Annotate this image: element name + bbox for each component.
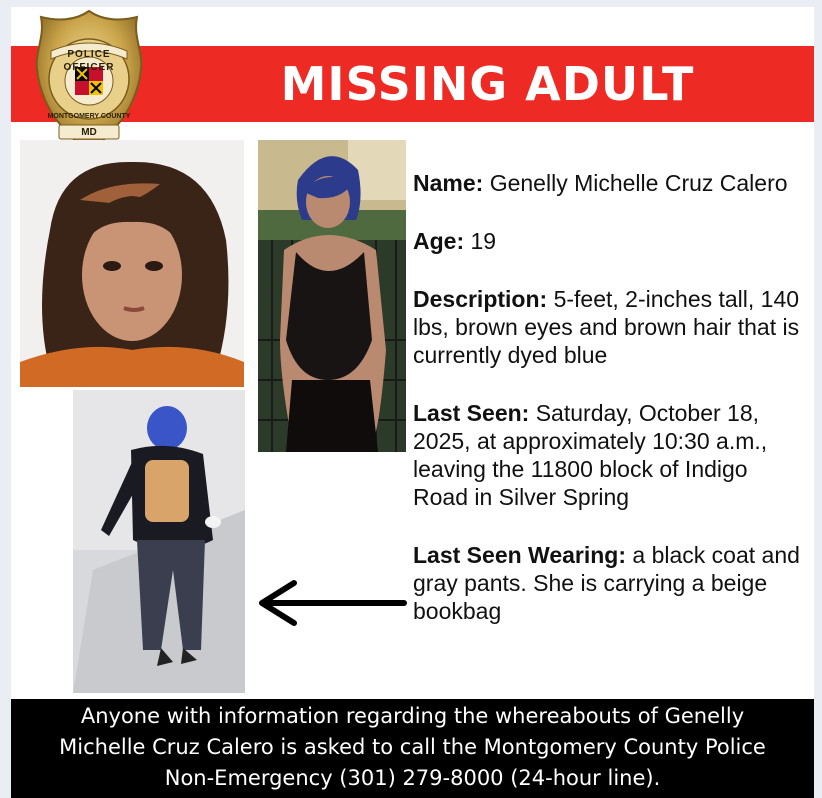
headshot-photo xyxy=(20,140,244,387)
contact-footer xyxy=(11,699,814,798)
last-seen-label: Last Seen: xyxy=(413,400,530,426)
footer-line-2: Michelle Cruz Calero is asked to call the Montgomery County Police xyxy=(59,735,766,759)
last-seen-wearing-field xyxy=(413,541,805,625)
missing-person-poster xyxy=(11,7,814,798)
missing-person-details xyxy=(413,169,805,655)
description-field xyxy=(413,285,805,369)
badge-top-text: POLICE xyxy=(67,49,111,60)
description-label: Description: xyxy=(413,286,548,312)
footer-line-3: Non-Emergency (301) 279-8000 (24-hour line). xyxy=(164,766,661,790)
last-seen-field xyxy=(413,399,805,511)
left-arrow-icon xyxy=(256,579,408,629)
full-body-photo xyxy=(258,140,406,452)
last-seen-value: Saturday, October 18, 2025, at approximately 10:30 a.m., leaving the 11800 block of Indigo Road in Silver Spring xyxy=(413,400,768,510)
poster-title: MISSING ADULT xyxy=(280,57,695,111)
badge-mid-text: OFFICER xyxy=(63,62,115,73)
age-value: 19 xyxy=(470,228,497,254)
police-badge-icon xyxy=(33,7,145,157)
name-field xyxy=(413,169,805,197)
surveillance-photo xyxy=(73,390,245,693)
age-field xyxy=(413,227,805,255)
age-label: Age: xyxy=(413,228,465,254)
name-value: Genelly Michelle Cruz Calero xyxy=(489,170,788,196)
description-value: 5-feet, 2-inches tall, 140 lbs, brown eyes and brown hair that is currently dyed blue xyxy=(413,286,800,368)
last-seen-wearing-value: a black coat and gray pants. She is carrying a beige bookbag xyxy=(413,542,800,624)
badge-arc-text: MONTGOMERY COUNTY xyxy=(47,113,131,120)
name-label: Name: xyxy=(413,170,484,196)
last-seen-wearing-label: Last Seen Wearing: xyxy=(413,542,627,568)
badge-bottom-text: MD xyxy=(81,127,97,138)
footer-line-1: Anyone with information regarding the whereabouts of Genelly xyxy=(80,704,745,728)
